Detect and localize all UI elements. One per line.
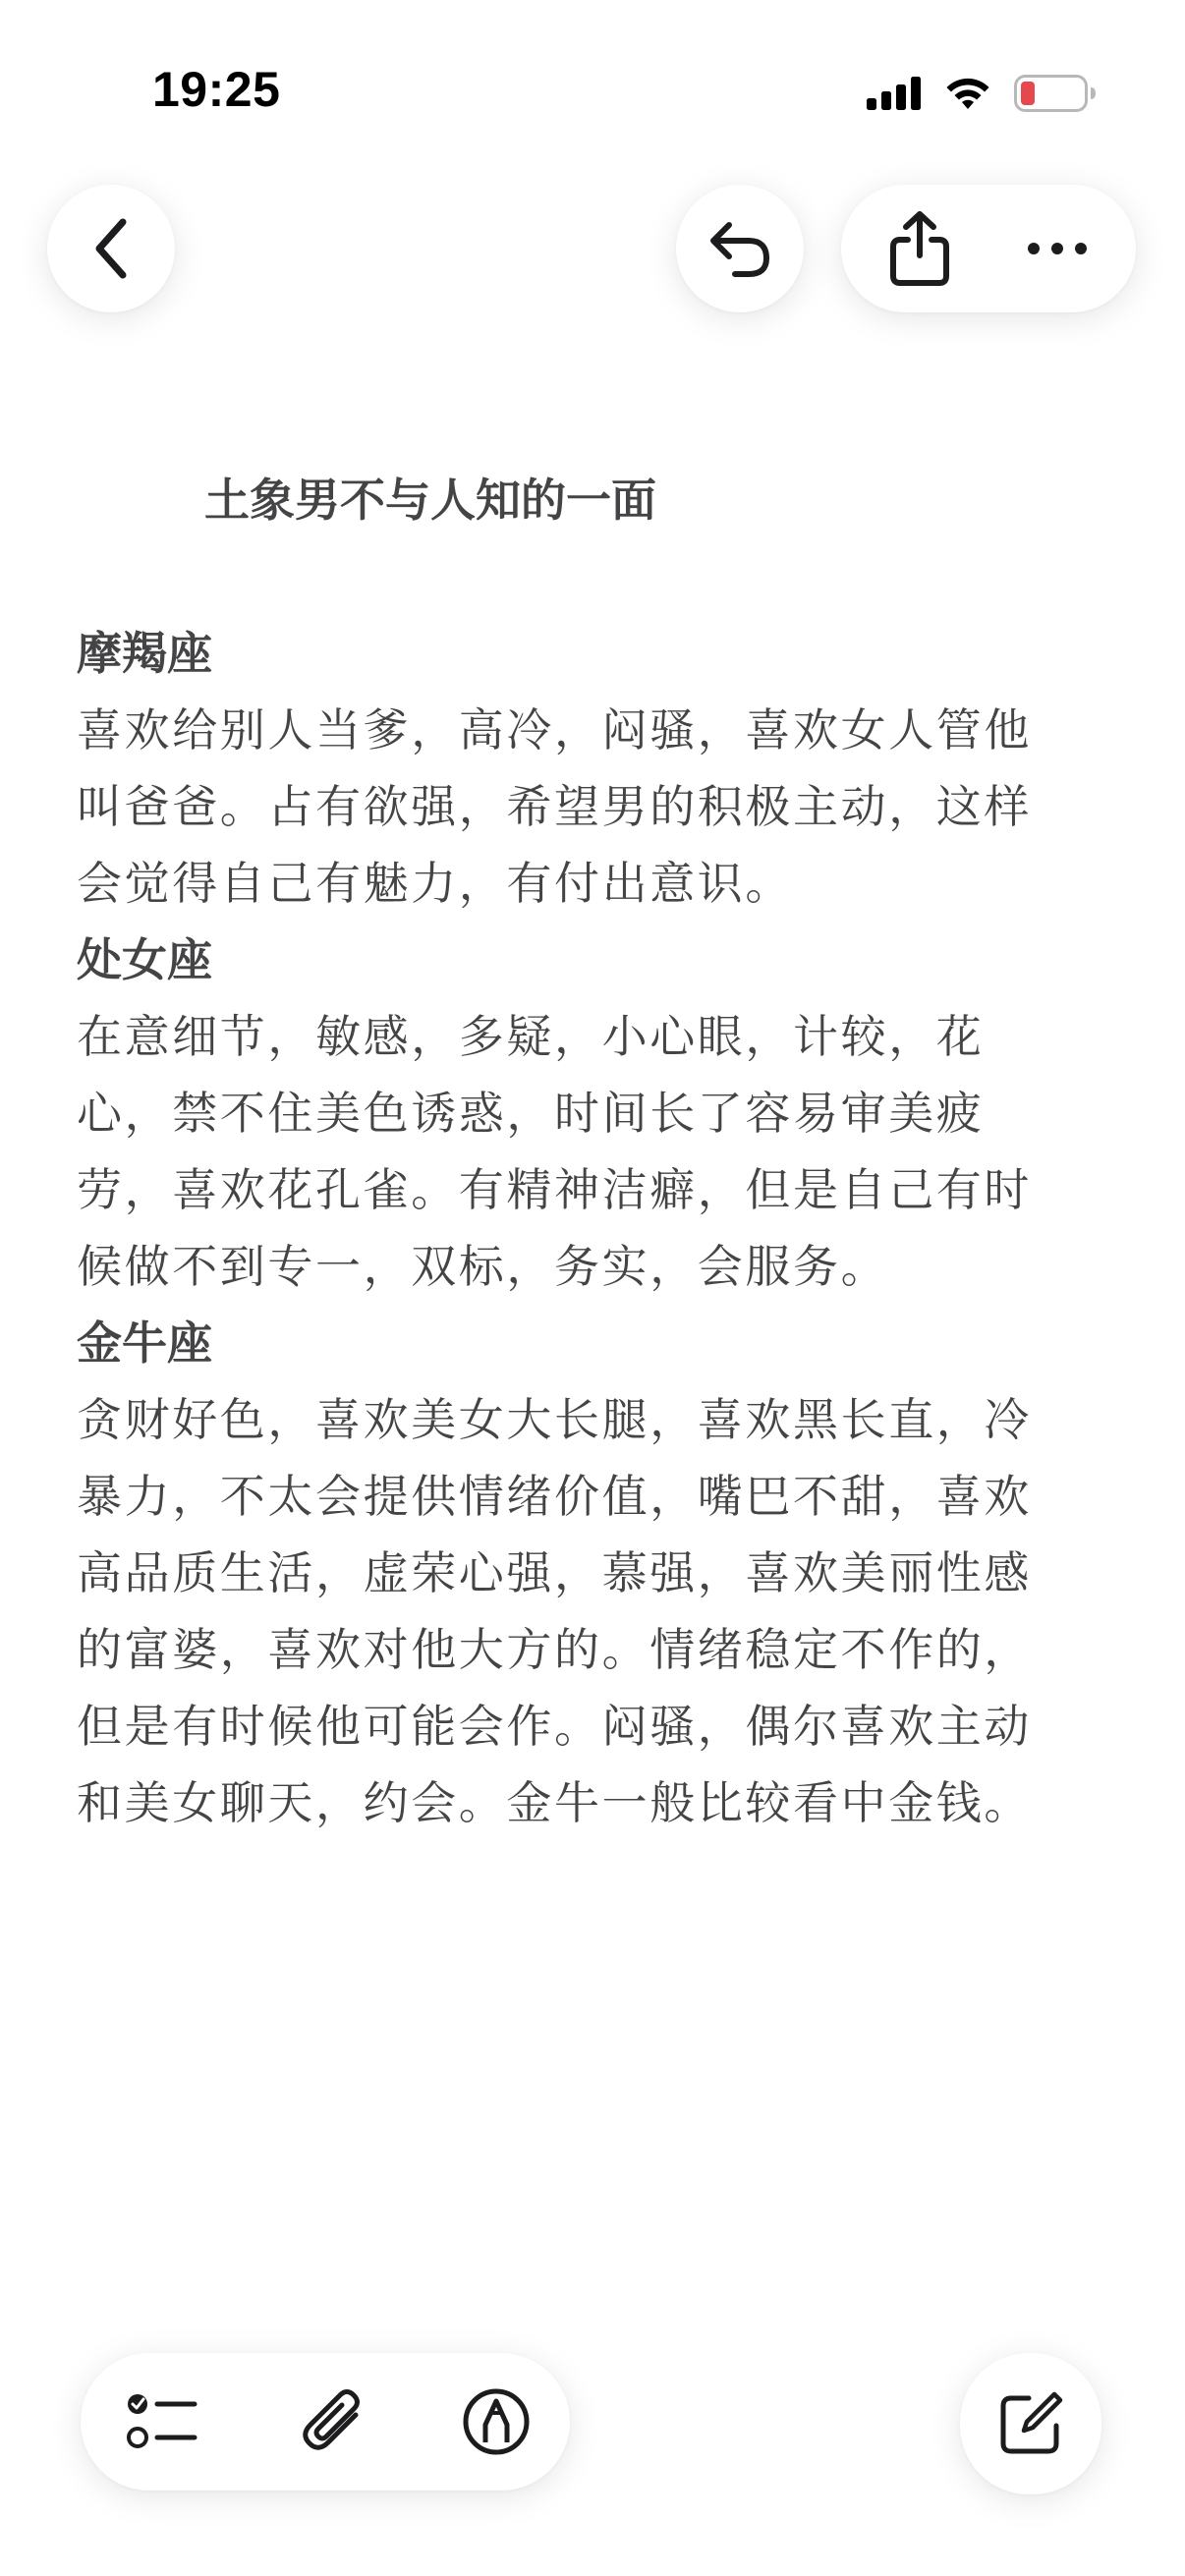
- section-taurus: [77, 1305, 1118, 1841]
- status-icons: [867, 69, 1097, 118]
- section-heading: 处女座: [77, 933, 212, 986]
- section-heading: 金牛座: [77, 1316, 212, 1370]
- undo-button[interactable]: [676, 185, 804, 312]
- compose-button[interactable]: [960, 2353, 1101, 2494]
- attach-button[interactable]: [284, 2373, 382, 2471]
- note-body[interactable]: [77, 462, 1118, 1841]
- undo-icon: [705, 217, 774, 280]
- chevron-left-icon: [89, 216, 133, 281]
- section-line: 贪财好色，喜欢美女大长腿，喜欢黑长直，冷: [77, 1393, 1032, 1446]
- compose-icon: [997, 2390, 1064, 2457]
- markup-pen-icon: [462, 2387, 531, 2456]
- more-button[interactable]: [1008, 199, 1106, 298]
- section-line: 劳，喜欢花孔雀。有精神洁癖，但是自己有时: [77, 1163, 1032, 1216]
- section-line: 叫爸爸。占有欲强，希望男的积极主动，这样: [77, 780, 1032, 833]
- signal-icon: [867, 77, 922, 110]
- bottom-toolbar: [81, 2353, 570, 2491]
- section-line: 喜欢给别人当爹，高冷，闷骚，喜欢女人管他: [77, 703, 1032, 756]
- share-icon: [888, 210, 951, 287]
- section-line: 但是有时候他可能会作。闷骚，偶尔喜欢主动: [77, 1700, 1032, 1753]
- blank-line: [77, 538, 1118, 615]
- section-line: 高品质生活，虚荣心强，慕强，喜欢美丽性感: [77, 1546, 1032, 1599]
- section-line: 心，禁不住美色诱惑，时间长了容易审美疲: [77, 1087, 985, 1140]
- status-time: 19:25: [152, 62, 281, 117]
- checklist-icon: [126, 2390, 198, 2453]
- markup-button[interactable]: [447, 2373, 545, 2471]
- battery-low-icon: [1014, 75, 1097, 112]
- section-line: 在意细节，敏感，多疑，小心眼，计较，花: [77, 1010, 985, 1063]
- section-virgo: [77, 922, 1118, 1305]
- note-title: 土象男不与人知的一面: [204, 474, 656, 527]
- checklist-button[interactable]: [113, 2373, 211, 2471]
- share-button[interactable]: [871, 199, 969, 298]
- section-line: 的富婆，喜欢对他大方的。情绪稳定不作的，: [77, 1623, 1032, 1676]
- back-button[interactable]: [47, 185, 175, 312]
- section-line: 会觉得自己有魅力，有付出意识。: [77, 857, 793, 910]
- section-line: 和美女聊天，约会。金牛一般比较看中金钱。: [77, 1776, 1032, 1829]
- section-line: 暴力，不太会提供情绪价值，嘴巴不甜，喜欢: [77, 1470, 1032, 1523]
- wifi-icon: [943, 76, 992, 111]
- paperclip-icon: [299, 2385, 367, 2458]
- ellipsis-icon: [1026, 241, 1089, 256]
- share-more-group: [841, 185, 1136, 312]
- section-heading: 摩羯座: [77, 627, 212, 680]
- section-capricorn: [77, 615, 1118, 922]
- section-line: 候做不到专一，双标，务实，会服务。: [77, 1240, 889, 1293]
